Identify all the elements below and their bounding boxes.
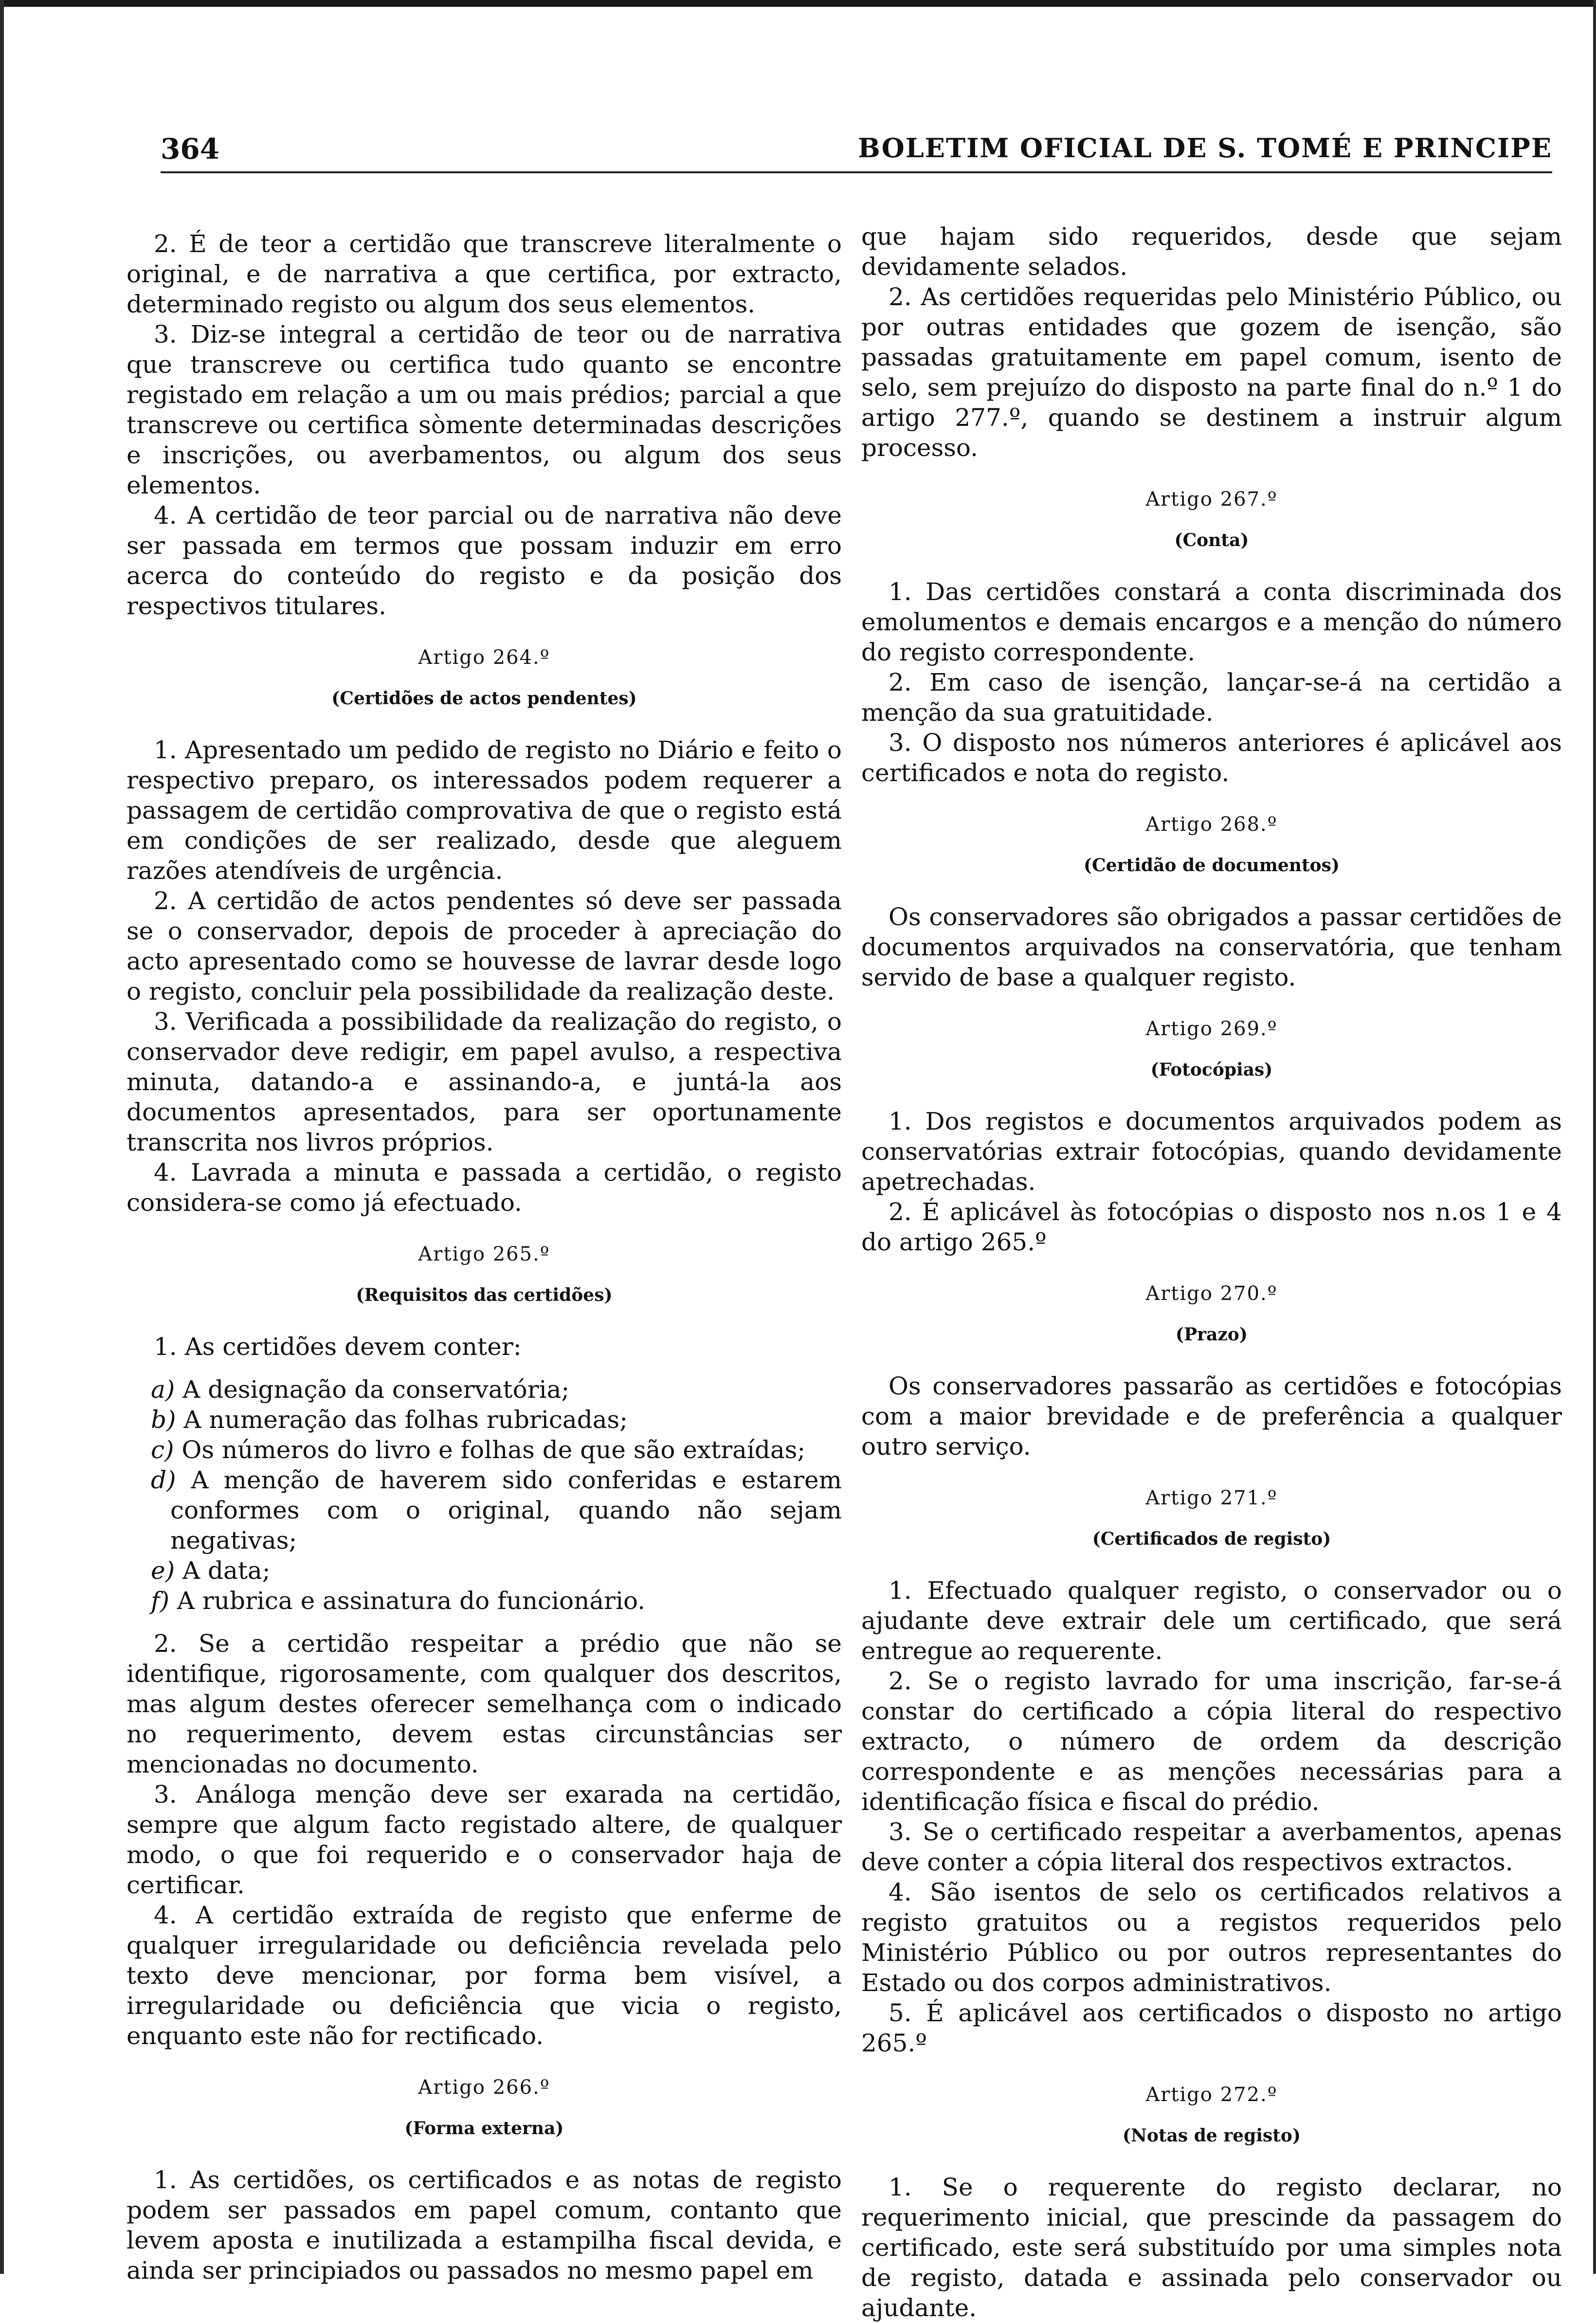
paragraph: 1. Dos registos e documentos arquivados podem as conservatórias extrair fotocópias, quando devidamente apetrechadas. [861, 1107, 1562, 1196]
spacer [127, 1362, 842, 1374]
scan-left-border [0, 0, 4, 2274]
paragraph: 4. São isentos de selo os certificados relativos a registo gratuitos ou a registos requeridos pelo Ministério Público ou por outros representantes do Estado ou dos corpos administrativos. [861, 1878, 1562, 1997]
paragraph: 2. As certidões requeridas pelo Ministério Público, ou por outras entidades que gozem de isenção, são passadas gratuitamente em papel comum, isento de selo, sem prejuízo do disposto na parte final do n.º 1 do artigo 277.º, quando se destinem a instruir algum processo. [861, 283, 1562, 462]
article-title: (Requisitos das certidões) [356, 1285, 613, 1305]
article-heading: Artigo 264.º [418, 646, 550, 669]
scan-right-border [1593, 0, 1596, 2274]
article-heading: Artigo 268.º [1145, 813, 1278, 836]
paragraph: 2. Se a certidão respeitar a prédio que não se identifique, rigorosamente, com qualquer dos descritos, mas algum destes oferecer semelhança com o indicado no requerimento, devem estas circunstâncias ser mencionadas no documento. [127, 1629, 842, 1778]
article-heading: Artigo 271.º [1145, 1487, 1278, 1509]
article-heading: Artigo 266.º [418, 2076, 550, 2099]
paragraph: 1. Das certidões constará a conta discriminada dos emolumentos e demais encargos e a menção do número do registo correspondente. [861, 578, 1562, 666]
article-title: (Notas de registo) [1123, 2125, 1301, 2146]
paragraph: 2. É de teor a certidão que transcreve literalmente o original, e de narrativa a que certifica, por extracto, determinado registo ou algum dos seus elementos. [127, 230, 842, 318]
article-heading: Artigo 267.º [1145, 488, 1278, 511]
list-item-label: a) [151, 1375, 175, 1404]
list-item-text: A menção de haverem sido conferidas e estarem conformes com o original, quando não sejam negativas; [170, 1466, 842, 1555]
article-title: (Forma externa) [404, 2118, 564, 2139]
article-heading: Artigo 265.º [418, 1243, 550, 1265]
paragraph: 1. Se o requerente do registo declarar, no requerimento inicial, que prescinde da passagem do certificado, este será substituído por uma simples nota de registo, datada e assinada pelo conservador ou ajudante. [861, 2173, 1562, 2322]
paragraph: 1. Apresentado um pedido de registo no Diário e feito o respectivo preparo, os interessados podem requerer a passagem de certidão comprovativa de que o registo está em condições de ser realizado, desde que aleguem razões atendíveis de urgência. [127, 736, 842, 885]
article-title: (Prazo) [1176, 1324, 1248, 1345]
paragraph: 2. A certidão de actos pendentes só deve ser passada se o conservador, depois de proceder à apreciação do acto apresentado como se houvesse de lavrar desde logo o registo, concluir pela possibilidade da realização deste. [127, 887, 842, 1006]
list-item-label: f) [151, 1587, 170, 1615]
paragraph: 1. As certidões devem conter: [154, 1333, 522, 1361]
list-item-label: c) [151, 1436, 174, 1464]
list-item [127, 1555, 842, 1586]
list-item-text: A designação da conservatória; [182, 1375, 570, 1404]
paragraph: 2. É aplicável às fotocópias o disposto nos n.os 1 e 4 do artigo 265.º [861, 1198, 1562, 1256]
article-heading: Artigo 269.º [1145, 1018, 1278, 1040]
paragraph: 4. A certidão extraída de registo que enferme de qualquer irregularidade ou deficiência revelada pelo texto deve mencionar, por forma bem visível, a irregularidade ou deficiência que vicia o registo, enquanto este não for rectificado. [127, 1901, 842, 2050]
right-column [861, 221, 1562, 2323]
paragraph: 4. A certidão de teor parcial ou de narrativa não deve ser passada em termos que possam induzir em erro acerca do conteúdo do registo e da posição dos respectivos titulares. [127, 501, 842, 620]
paragraph: 3. Se o certificado respeitar a averbamentos, apenas deve conter a cópia literal dos respectivos extractos. [861, 1818, 1562, 1876]
list-item-text: Os números do livro e folhas de que são extraídas; [181, 1436, 806, 1464]
paragraph: Os conservadores passarão as certidões e fotocópias com a maior brevidade e de preferência a qualquer outro serviço. [861, 1372, 1562, 1461]
article-title: (Certidão de documentos) [1084, 855, 1340, 876]
list-item [127, 1435, 842, 1465]
list-item [127, 1586, 842, 1616]
paragraph: 5. É aplicável aos certificados o disposto no artigo 265.º [861, 1999, 1562, 2057]
running-head: BOLETIM OFICIAL DE S. TOMÉ E PRINCIPE [858, 132, 1552, 164]
paragraph: 3. O disposto nos números anteriores é aplicável aos certificados e nota do registo. [861, 729, 1562, 787]
paragraph: 2. Em caso de isenção, lançar-se-á na certidão a menção da sua gratuitidade. [861, 668, 1562, 727]
left-column [127, 229, 842, 2286]
article-heading: Artigo 270.º [1145, 1282, 1278, 1305]
list-item [127, 1374, 842, 1405]
article-title: (Fotocópias) [1150, 1060, 1273, 1080]
article-title: (Certidões de actos pendentes) [331, 688, 637, 709]
list-item [127, 1405, 842, 1435]
paragraph: que hajam sido requeridos, desde que sejam devidamente selados. [861, 222, 1562, 281]
article-title: (Certificados de registo) [1092, 1529, 1331, 1549]
spacer [127, 1616, 842, 1628]
paragraph: 4. Lavrada a minuta e passada a certidão, o registo considera-se como já efectuado. [127, 1158, 842, 1217]
article-title: (Conta) [1174, 530, 1249, 550]
list-item-text: A data; [182, 1556, 271, 1585]
paragraph: 2. Se o registo lavrado for uma inscrição, far-se-á constar do certificado a cópia literal do respectivo extracto, o número de ordem da descrição correspondente e as menções necessárias para a identificação física e fiscal do prédio. [861, 1667, 1562, 1816]
list-item-label: d) [151, 1466, 176, 1494]
paragraph: 3. Diz-se integral a certidão de teor ou de narrativa que transcreve ou certifica tudo quanto se encontre registado em relação a um ou mais prédios; parcial a que transcreve ou certifica sòmente determinadas descrições e inscrições, ou averbamentos, ou algum dos seus elementos. [127, 320, 842, 499]
paragraph: Os conservadores são obrigados a passar certidões de documentos arquivados na conservatória, que tenham servido de base a qualquer registo. [861, 903, 1562, 991]
page-number: 364 [161, 132, 220, 165]
list-item-text: A numeração das folhas rubricadas; [183, 1406, 628, 1434]
page-header [161, 128, 1552, 173]
paragraph: 1. Efectuado qualquer registo, o conservador ou o ajudante deve extrair dele um certificado, que será entregue ao requerente. [861, 1576, 1562, 1665]
article-heading: Artigo 272.º [1145, 2084, 1278, 2106]
list-item-text: A rubrica e assinatura do funcionário. [177, 1587, 646, 1615]
list-item [127, 1465, 842, 1555]
paragraph: 3. Análoga menção deve ser exarada na certidão, sempre que algum facto registado altere, de qualquer modo, o que foi requerido e o conservador haja de certificar. [127, 1780, 842, 1899]
list-item-label: b) [151, 1406, 176, 1434]
list-item-label: e) [151, 1556, 175, 1585]
paragraph: 3. Verificada a possibilidade da realização do registo, o conservador deve redigir, em papel avulso, a respectiva minuta, datando-a e assinando-a, e juntá-la aos documentos apresentados, para ser oportunamente transcrita nos livros próprios. [127, 1007, 842, 1156]
paragraph: 1. As certidões, os certificados e as notas de registo podem ser passados em papel comum, contanto que levem aposta e inutilizada a estampilha fiscal devida, e ainda ser principiados ou passados no mesmo papel em [127, 2166, 842, 2285]
scan-top-border [0, 0, 1596, 7]
